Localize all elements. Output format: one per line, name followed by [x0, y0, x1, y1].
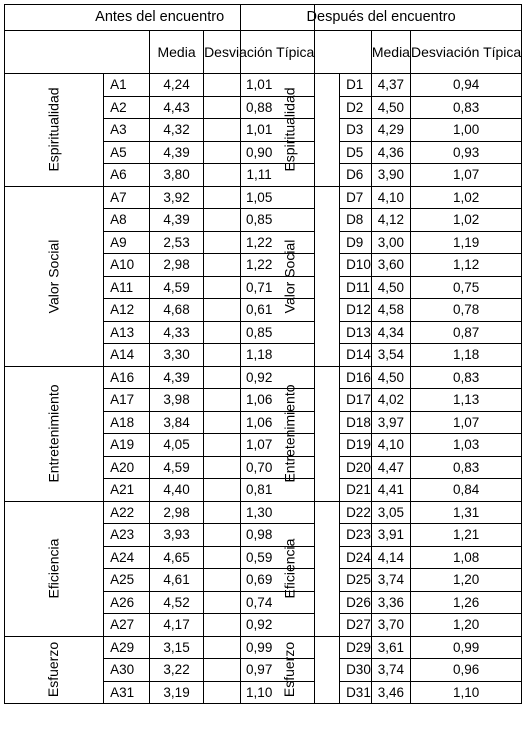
item-sd: 1,00 [410, 119, 521, 142]
item-sd: 0,94 [410, 74, 521, 97]
item-code: D17 [340, 389, 372, 412]
item-sd: 0,84 [410, 479, 521, 502]
item-code: D8 [340, 209, 372, 232]
item-sd: 1,31 [410, 501, 521, 524]
item-code: A18 [104, 411, 150, 434]
item-sd: 1,02 [410, 209, 521, 232]
item-sd: 0,70 [204, 456, 315, 479]
header-desviacion-tipica: Desviación Típica [204, 31, 315, 74]
item-sd: 0,92 [204, 614, 315, 637]
header-desviacion-tipica: Desviación Típica [410, 31, 521, 74]
item-sd: 0,75 [410, 276, 521, 299]
item-code: D20 [340, 456, 372, 479]
item-mean: 4,40 [150, 479, 204, 502]
item-mean: 3,70 [371, 614, 410, 637]
item-sd: 1,11 [204, 164, 315, 187]
table-row [241, 501, 522, 524]
item-mean: 3,05 [371, 501, 410, 524]
item-mean: 3,61 [371, 636, 410, 659]
item-code: A12 [104, 299, 150, 322]
item-mean: 3,00 [371, 231, 410, 254]
item-sd: 1,12 [410, 254, 521, 277]
item-sd: 1,02 [410, 186, 521, 209]
item-code: A5 [104, 141, 150, 164]
item-mean: 3,98 [150, 389, 204, 412]
item-mean: 4,34 [371, 321, 410, 344]
item-mean: 4,50 [371, 96, 410, 119]
item-sd: 0,78 [410, 299, 521, 322]
item-sd: 1,13 [410, 389, 521, 412]
item-sd: 1,06 [204, 411, 315, 434]
item-sd: 0,88 [204, 96, 315, 119]
item-code: D24 [340, 546, 372, 569]
item-sd: 0,61 [204, 299, 315, 322]
item-sd: 0,87 [410, 321, 521, 344]
item-sd: 1,30 [204, 501, 315, 524]
item-mean: 4,50 [371, 366, 410, 389]
item-code: A20 [104, 456, 150, 479]
item-sd: 0,97 [204, 659, 315, 682]
item-code: A11 [104, 276, 150, 299]
item-code: A29 [104, 636, 150, 659]
item-code: A25 [104, 569, 150, 592]
header-empty-cell [241, 31, 372, 74]
item-code: A23 [104, 524, 150, 547]
item-mean: 4,37 [371, 74, 410, 97]
group-label-cell [241, 74, 340, 187]
table-row [241, 366, 522, 389]
item-code: D9 [340, 231, 372, 254]
item-sd: 1,18 [410, 344, 521, 367]
item-code: A3 [104, 119, 150, 142]
item-mean: 2,53 [150, 231, 204, 254]
table-despues-del-encuentro [240, 4, 522, 704]
item-mean: 4,65 [150, 546, 204, 569]
item-mean: 4,12 [371, 209, 410, 232]
item-code: D21 [340, 479, 372, 502]
item-sd: 0,85 [204, 321, 315, 344]
item-sd: 1,22 [204, 254, 315, 277]
item-code: A24 [104, 546, 150, 569]
item-mean: 3,80 [150, 164, 204, 187]
item-mean: 4,10 [371, 186, 410, 209]
table-row [241, 636, 522, 659]
item-sd: 1,07 [410, 164, 521, 187]
item-sd: 1,01 [204, 74, 315, 97]
item-code: D2 [340, 96, 372, 119]
item-mean: 3,74 [371, 659, 410, 682]
item-mean: 4,43 [150, 96, 204, 119]
item-sd: 1,05 [204, 186, 315, 209]
item-code: A17 [104, 389, 150, 412]
item-sd: 0,96 [410, 659, 521, 682]
item-sd: 0,93 [410, 141, 521, 164]
table-row [241, 74, 522, 97]
group-label: Eficiencia [281, 538, 298, 599]
group-label-cell [241, 366, 340, 501]
item-sd: 1,03 [410, 434, 521, 457]
item-code: D30 [340, 659, 372, 682]
item-code: A16 [104, 366, 150, 389]
group-label: Esfuerzo [281, 642, 298, 698]
item-code: A1 [104, 74, 150, 97]
item-code: D7 [340, 186, 372, 209]
header-media: Media [371, 31, 410, 74]
item-mean: 4,29 [371, 119, 410, 142]
item-code: D5 [340, 141, 372, 164]
item-mean: 3,91 [371, 524, 410, 547]
group-label-cell [5, 636, 104, 704]
item-sd: 1,10 [204, 681, 315, 704]
group-label-cell [5, 366, 104, 501]
item-mean: 4,41 [371, 479, 410, 502]
header-media: Media [150, 31, 204, 74]
item-mean: 4,02 [371, 389, 410, 412]
item-code: A6 [104, 164, 150, 187]
item-code: D11 [340, 276, 372, 299]
item-sd: 1,26 [410, 591, 521, 614]
item-mean: 4,47 [371, 456, 410, 479]
item-code: D23 [340, 524, 372, 547]
item-code: D31 [340, 681, 372, 704]
item-code: A8 [104, 209, 150, 232]
item-code: D29 [340, 636, 372, 659]
item-mean: 4,36 [371, 141, 410, 164]
item-code: D3 [340, 119, 372, 142]
item-mean: 4,52 [150, 591, 204, 614]
item-mean: 3,22 [150, 659, 204, 682]
group-label: Entretenimiento [45, 384, 62, 483]
item-mean: 4,59 [150, 276, 204, 299]
item-mean: 4,05 [150, 434, 204, 457]
item-mean: 3,36 [371, 591, 410, 614]
group-label: Esfuerzo [45, 642, 62, 698]
group-label: Eficiencia [45, 538, 62, 599]
item-mean: 3,46 [371, 681, 410, 704]
item-code: D26 [340, 591, 372, 614]
item-sd: 0,99 [204, 636, 315, 659]
item-sd: 1,20 [410, 569, 521, 592]
item-sd: 0,69 [204, 569, 315, 592]
item-code: A31 [104, 681, 150, 704]
item-sd: 1,20 [410, 614, 521, 637]
item-code: D1 [340, 74, 372, 97]
item-mean: 3,92 [150, 186, 204, 209]
item-sd: 0,81 [204, 479, 315, 502]
item-code: A13 [104, 321, 150, 344]
item-mean: 4,39 [150, 366, 204, 389]
item-mean: 3,74 [371, 569, 410, 592]
item-code: D14 [340, 344, 372, 367]
item-sd: 0,83 [410, 366, 521, 389]
table-title: Después del encuentro [241, 5, 522, 31]
group-label: Valor Social [45, 239, 62, 313]
item-sd: 1,10 [410, 681, 521, 704]
item-sd: 0,74 [204, 591, 315, 614]
item-mean: 3,30 [150, 344, 204, 367]
item-mean: 3,93 [150, 524, 204, 547]
group-label-cell [241, 501, 340, 636]
item-mean: 3,90 [371, 164, 410, 187]
item-code: A10 [104, 254, 150, 277]
group-label-cell [241, 636, 340, 704]
item-sd: 1,01 [204, 119, 315, 142]
item-code: D19 [340, 434, 372, 457]
group-label-cell [241, 186, 340, 366]
item-code: A2 [104, 96, 150, 119]
group-label: Entretenimiento [281, 384, 298, 483]
item-mean: 4,50 [371, 276, 410, 299]
item-sd: 1,19 [410, 231, 521, 254]
item-code: D25 [340, 569, 372, 592]
item-sd: 1,07 [204, 434, 315, 457]
item-code: D10 [340, 254, 372, 277]
item-mean: 3,15 [150, 636, 204, 659]
item-mean: 4,32 [150, 119, 204, 142]
item-mean: 4,10 [371, 434, 410, 457]
item-mean: 4,68 [150, 299, 204, 322]
group-label: Valor Social [281, 239, 298, 313]
item-sd: 0,59 [204, 546, 315, 569]
item-mean: 3,19 [150, 681, 204, 704]
item-sd: 0,92 [204, 366, 315, 389]
group-label: Espiritualidad [45, 87, 62, 172]
item-code: D13 [340, 321, 372, 344]
item-code: D6 [340, 164, 372, 187]
item-mean: 4,39 [150, 141, 204, 164]
table-title: Antes del encuentro [5, 5, 315, 31]
item-code: A7 [104, 186, 150, 209]
item-mean: 2,98 [150, 501, 204, 524]
item-sd: 1,18 [204, 344, 315, 367]
header-row [241, 31, 522, 74]
item-code: A22 [104, 501, 150, 524]
item-sd: 0,98 [204, 524, 315, 547]
item-code: D12 [340, 299, 372, 322]
item-sd: 1,22 [204, 231, 315, 254]
item-sd: 0,99 [410, 636, 521, 659]
item-sd: 1,21 [410, 524, 521, 547]
item-mean: 3,60 [371, 254, 410, 277]
item-code: D16 [340, 366, 372, 389]
item-sd: 1,08 [410, 546, 521, 569]
item-sd: 1,07 [410, 411, 521, 434]
item-mean: 4,58 [371, 299, 410, 322]
item-sd: 0,71 [204, 276, 315, 299]
item-code: A19 [104, 434, 150, 457]
item-mean: 2,98 [150, 254, 204, 277]
header-empty-cell [5, 31, 150, 74]
item-code: A26 [104, 591, 150, 614]
item-code: D22 [340, 501, 372, 524]
item-mean: 3,84 [150, 411, 204, 434]
group-label-cell [5, 186, 104, 366]
item-mean: 3,54 [371, 344, 410, 367]
group-label-cell [5, 501, 104, 636]
item-mean: 4,14 [371, 546, 410, 569]
item-sd: 0,83 [410, 456, 521, 479]
item-code: A14 [104, 344, 150, 367]
item-mean: 4,24 [150, 74, 204, 97]
item-mean: 4,59 [150, 456, 204, 479]
item-sd: 0,83 [410, 96, 521, 119]
table-row [241, 186, 522, 209]
item-code: A9 [104, 231, 150, 254]
group-label: Espiritualidad [281, 87, 298, 172]
item-code: A21 [104, 479, 150, 502]
title-row [241, 5, 522, 31]
item-sd: 1,06 [204, 389, 315, 412]
item-mean: 4,33 [150, 321, 204, 344]
item-sd: 0,85 [204, 209, 315, 232]
item-mean: 4,39 [150, 209, 204, 232]
item-code: A30 [104, 659, 150, 682]
item-code: A27 [104, 614, 150, 637]
item-sd: 0,90 [204, 141, 315, 164]
item-code: D27 [340, 614, 372, 637]
group-label-cell [5, 74, 104, 187]
item-mean: 3,97 [371, 411, 410, 434]
item-mean: 4,61 [150, 569, 204, 592]
item-mean: 4,17 [150, 614, 204, 637]
item-code: D18 [340, 411, 372, 434]
